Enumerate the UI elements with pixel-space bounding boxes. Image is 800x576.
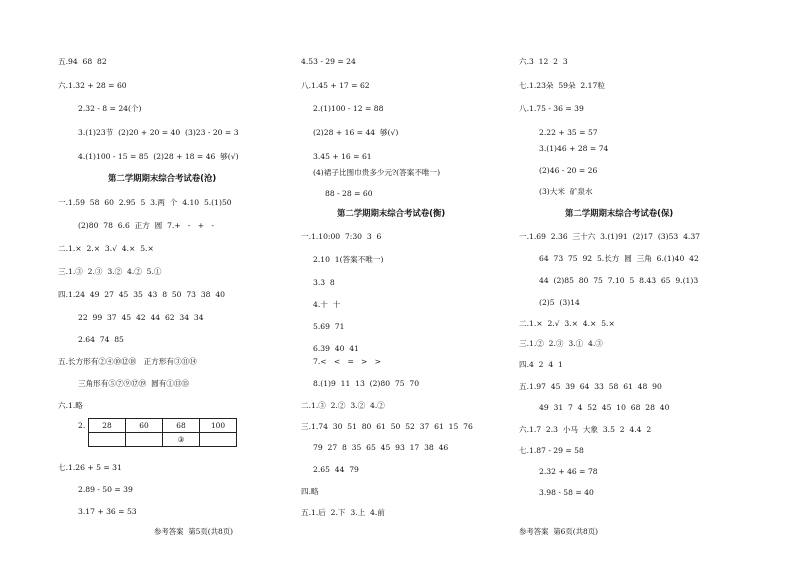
answer-line: 22 99 37 45 42 44 62 34 34 [78,313,204,322]
answer-line: 2.10 1(答案不唯一) [313,255,384,264]
answer-line: (3)大米 矿泉水 [539,187,593,196]
answer-line: (2)5 (3)14 [539,298,580,307]
answer-line: 三.1.② 2.③ 3.① 4.③ [519,339,603,348]
answer-line: 六.1.略 [58,401,83,410]
answer-line: 6.39 40 41 [313,344,359,353]
answer-line: 7.< < = > > [313,357,382,366]
answer-line: (2)80 78 6.6 正方 圆 7.+ - + - [78,221,214,230]
answer-line: 三.1.③ 2.③ 3.② 4.② 5.① [58,267,162,276]
answer-line: 3.(1)23节 (2)20 + 20 = 40 (3)23 - 20 = 3 [78,128,239,137]
table-cell: 60 [126,419,163,433]
answer-line: 3.17 + 36 = 53 [78,507,137,516]
answer-line: 七.1.23朵 59朵 2.17粒 [519,81,605,90]
answer-line: 八.1.45 + 17 = 62 [301,81,370,90]
answer-line: 一.1.59 58 60 2.95 5 3.两 个 4.10 5.(1)50 [58,198,232,207]
answer-line: 七.1.26 + 5 = 31 [58,463,122,472]
table-cell: 28 [89,419,126,433]
answer-line: 五.长方形有②④⑩⑫⑱ 正方形有③⑪⑭ [58,357,197,366]
answer-line: 四.略 [301,487,319,496]
table-row [89,419,237,433]
answer-line: 64 73 75 92 5.长方 圆 三角 6.(1)40 42 [539,254,699,263]
table-cell [89,433,126,447]
answer-line: 一.1.69 2.36 三十六 3.(1)91 (2)17 (3)53 4.37 [519,232,700,241]
answer-line: 六.3 12 2 3 [519,57,568,66]
answer-line: 3.(1)46 + 28 = 74 [539,144,609,153]
answer-line: 3.98 - 58 = 40 [539,488,594,497]
answer-line: 五.1.后 2.下 3.上 4.前 [301,508,385,517]
answer-line: 四.4 2 4 1 [519,360,563,369]
answer-line: 44 (2)85 80 75 7.10 5 8.43 65 9.(1)3 [539,276,699,285]
section-title: 第二学期期末综合考试卷(衡) [337,208,446,218]
answer-line: 三.1.74 30 51 80 61 50 52 37 61 15 76 [301,422,473,431]
answer-line: (4)裙子比围巾贵多少元?(答案不唯一) [313,168,441,177]
answer-line: 5.69 71 [313,322,345,331]
table-cell: 68 [163,419,200,433]
answer-line: 2.65 44 79 [313,465,359,474]
answer-line: 三角形有⑤⑦⑨⑰⑲ 圆有①⑬⑮ [78,379,190,388]
answer-line: 2.64 74 85 [78,335,124,344]
answer-line: 2.89 - 50 = 39 [78,485,133,494]
answer-line: 2.32 - 8 = 24(个) [78,104,142,113]
answer-line: 四.1.24 49 27 45 35 43 8 50 73 38 40 [58,290,225,299]
page-footer: 参考答案 第6页(共8页) [519,527,598,536]
answer-line: 六.1.32 + 28 = 60 [58,81,127,90]
answer-line: 二.1.③ 2.② 3.② 4.② [301,401,385,410]
answer-line: 五.1.97 45 39 64 33 58 61 48 90 [519,382,662,391]
table-cell [200,433,237,447]
table-cell: 100 [200,419,237,433]
answer-line: (2)28 + 16 = 44 够(√) [313,128,399,137]
answer-line: 88 - 28 = 60 [325,189,373,198]
answer-line: (2)46 - 20 = 26 [539,166,598,175]
answer-line: 3.45 + 16 = 61 [313,152,372,161]
answer-line: 二.1.× 2.√ 3.× 4.× 5.× [519,319,615,328]
answer-line: 49 31 7 4 52 45 10 68 28 40 [539,403,670,412]
table-row [89,433,237,447]
table-cell [126,433,163,447]
answer-line: 一.1.10:00 7:30 3 6 [301,232,382,241]
answer-line: 4.(1)100 - 15 = 85 (2)28 + 18 = 46 够(√) [78,152,239,161]
answer-line: 六.1.7 2.3 小马 大象 3.5 2 4.4 2 [519,425,652,434]
answer-line: 二.1.× 2.× 3.√ 4.× 5.× [58,244,154,253]
answer-line: 3.3 8 [313,278,335,287]
answer-table [88,418,237,447]
answer-line: 8.(1)9 11 13 (2)80 75 70 [313,379,420,388]
answer-line: 2. [78,421,86,430]
answer-line: 八.1.75 - 36 = 39 [519,104,584,113]
page-footer: 参考答案 第5页(共8页) [154,527,233,536]
section-title: 第二学期期末综合考试卷(保) [565,208,674,218]
answer-line: 2.(1)100 - 12 = 88 [313,104,384,113]
answer-line: 七.1.87 - 29 = 58 [519,446,584,455]
answer-line: 4.十 十 [313,300,341,309]
answer-line: 79 27 8 35 65 45 93 17 38 46 [313,443,449,452]
answer-line: 4.53 - 29 = 24 [301,57,356,66]
answer-line: 五.94 68 82 [58,57,107,66]
table-cell: ③ [163,433,200,447]
answer-line: 2.32 + 46 = 78 [539,467,598,476]
answer-line: 2.22 + 35 = 57 [539,128,598,137]
section-title: 第二学期期末综合考试卷(沧) [108,173,217,183]
